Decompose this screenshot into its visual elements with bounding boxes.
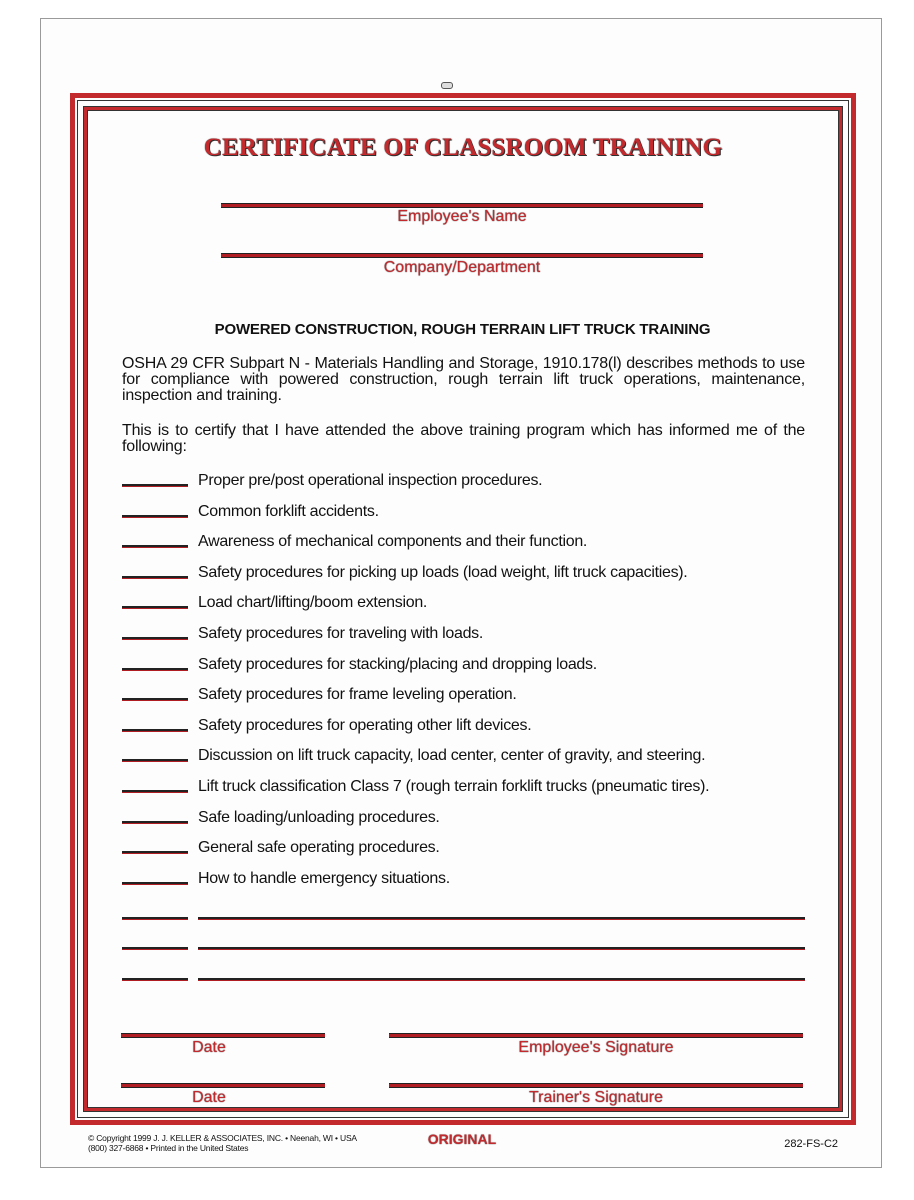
topic-text: Safety procedures for operating other lift devices. — [198, 717, 532, 734]
topic-text: Discussion on lift truck capacity, load center, center of gravity, and steering. — [198, 747, 706, 764]
copyright-notice — [88, 1133, 357, 1153]
write-in-line[interactable] — [198, 917, 805, 919]
topic-text: Safety procedures for traveling with loads. — [198, 625, 484, 642]
topic-row — [122, 533, 805, 553]
check-line[interactable] — [122, 545, 188, 547]
check-line[interactable] — [122, 668, 188, 670]
topic-text: How to handle emergency situations. — [198, 870, 450, 887]
certificate-title: CERTIFICATE OF CLASSROOM TRAINING — [203, 134, 723, 161]
topic-text: Safety procedures for picking up loads (load weight, lift truck capacities). — [198, 564, 688, 581]
check-line[interactable] — [122, 821, 188, 823]
topic-row — [122, 839, 805, 859]
topic-row — [122, 717, 805, 737]
check-line[interactable] — [122, 698, 188, 700]
topic-row — [122, 594, 805, 614]
employee-signature-line[interactable] — [389, 1034, 803, 1037]
check-line[interactable] — [122, 882, 188, 884]
check-line[interactable] — [122, 759, 188, 761]
training-heading: POWERED CONSTRUCTION, ROUGH TERRAIN LIFT TRUCK TRAINING — [214, 321, 711, 338]
check-line[interactable] — [122, 978, 188, 980]
topic-row — [122, 686, 805, 706]
topic-row — [122, 809, 805, 829]
check-line[interactable] — [122, 637, 188, 639]
check-line[interactable] — [122, 729, 188, 731]
topic-text: Awareness of mechanical components and their function. — [198, 533, 588, 550]
blank-topic-row[interactable] — [122, 966, 805, 986]
write-in-line[interactable] — [198, 978, 805, 980]
topic-text: Safety procedures for frame leveling operation. — [198, 686, 517, 703]
check-line[interactable] — [122, 917, 188, 919]
check-line[interactable] — [122, 484, 188, 486]
topic-text: Safety procedures for stacking/placing and dropping loads. — [198, 656, 597, 673]
check-line[interactable] — [122, 790, 188, 792]
date-line-2[interactable] — [121, 1084, 325, 1087]
topic-text: Proper pre/post operational inspection procedures. — [198, 472, 543, 489]
certify-paragraph: This is to certify that I have attended the above training program which has informed me of the following: — [122, 422, 805, 455]
form-code: 282-FS-C2 — [784, 1138, 838, 1150]
topic-text: Load chart/lifting/boom extension. — [198, 594, 428, 611]
employee-name-line[interactable] — [221, 204, 703, 207]
employee-signature-label: Employee's Signature — [518, 1039, 674, 1056]
topic-text: Common forklift accidents. — [198, 503, 379, 520]
topic-text: General safe operating procedures. — [198, 839, 440, 856]
regulation-paragraph: OSHA 29 CFR Subpart N - Materials Handling and Storage, 1910.178(l) describes methods to use for compliance with powered construction, rough terrain lift truck operations, maintenance, inspection and training. — [122, 355, 805, 404]
topic-row — [122, 656, 805, 676]
copyright-line-1: © Copyright 1999 J. J. KELLER & ASSOCIATES, INC. • Neenah, WI • USA — [88, 1133, 357, 1143]
check-line[interactable] — [122, 576, 188, 578]
trainer-signature-label: Trainer's Signature — [528, 1089, 664, 1106]
write-in-line[interactable] — [198, 947, 805, 949]
topic-row — [122, 747, 805, 767]
topic-row — [122, 778, 805, 798]
topic-row — [122, 870, 805, 890]
punch-mark — [441, 82, 453, 89]
check-line[interactable] — [122, 515, 188, 517]
date-label-1: Date — [192, 1039, 226, 1056]
date-label-2: Date — [192, 1089, 226, 1106]
company-line[interactable] — [221, 254, 703, 257]
topic-text: Lift truck classification Class 7 (rough terrain forklift trucks (pneumatic tires). — [198, 778, 710, 795]
blank-topic-row[interactable] — [122, 905, 805, 925]
employee-name-label: Employee's Name — [397, 208, 527, 225]
company-label: Company/Department — [383, 259, 541, 276]
copyright-line-2: (800) 327-6868 • Printed in the United States — [88, 1143, 249, 1153]
topic-row — [122, 503, 805, 523]
date-line-1[interactable] — [121, 1034, 325, 1037]
copy-label: ORIGINAL — [427, 1131, 497, 1147]
trainer-signature-line[interactable] — [389, 1084, 803, 1087]
topic-text: Safe loading/unloading procedures. — [198, 809, 440, 826]
topic-row — [122, 564, 805, 584]
topic-row — [122, 472, 805, 492]
blank-topic-row[interactable] — [122, 935, 805, 955]
check-line[interactable] — [122, 947, 188, 949]
check-line[interactable] — [122, 851, 188, 853]
check-line[interactable] — [122, 606, 188, 608]
topic-row — [122, 625, 805, 645]
